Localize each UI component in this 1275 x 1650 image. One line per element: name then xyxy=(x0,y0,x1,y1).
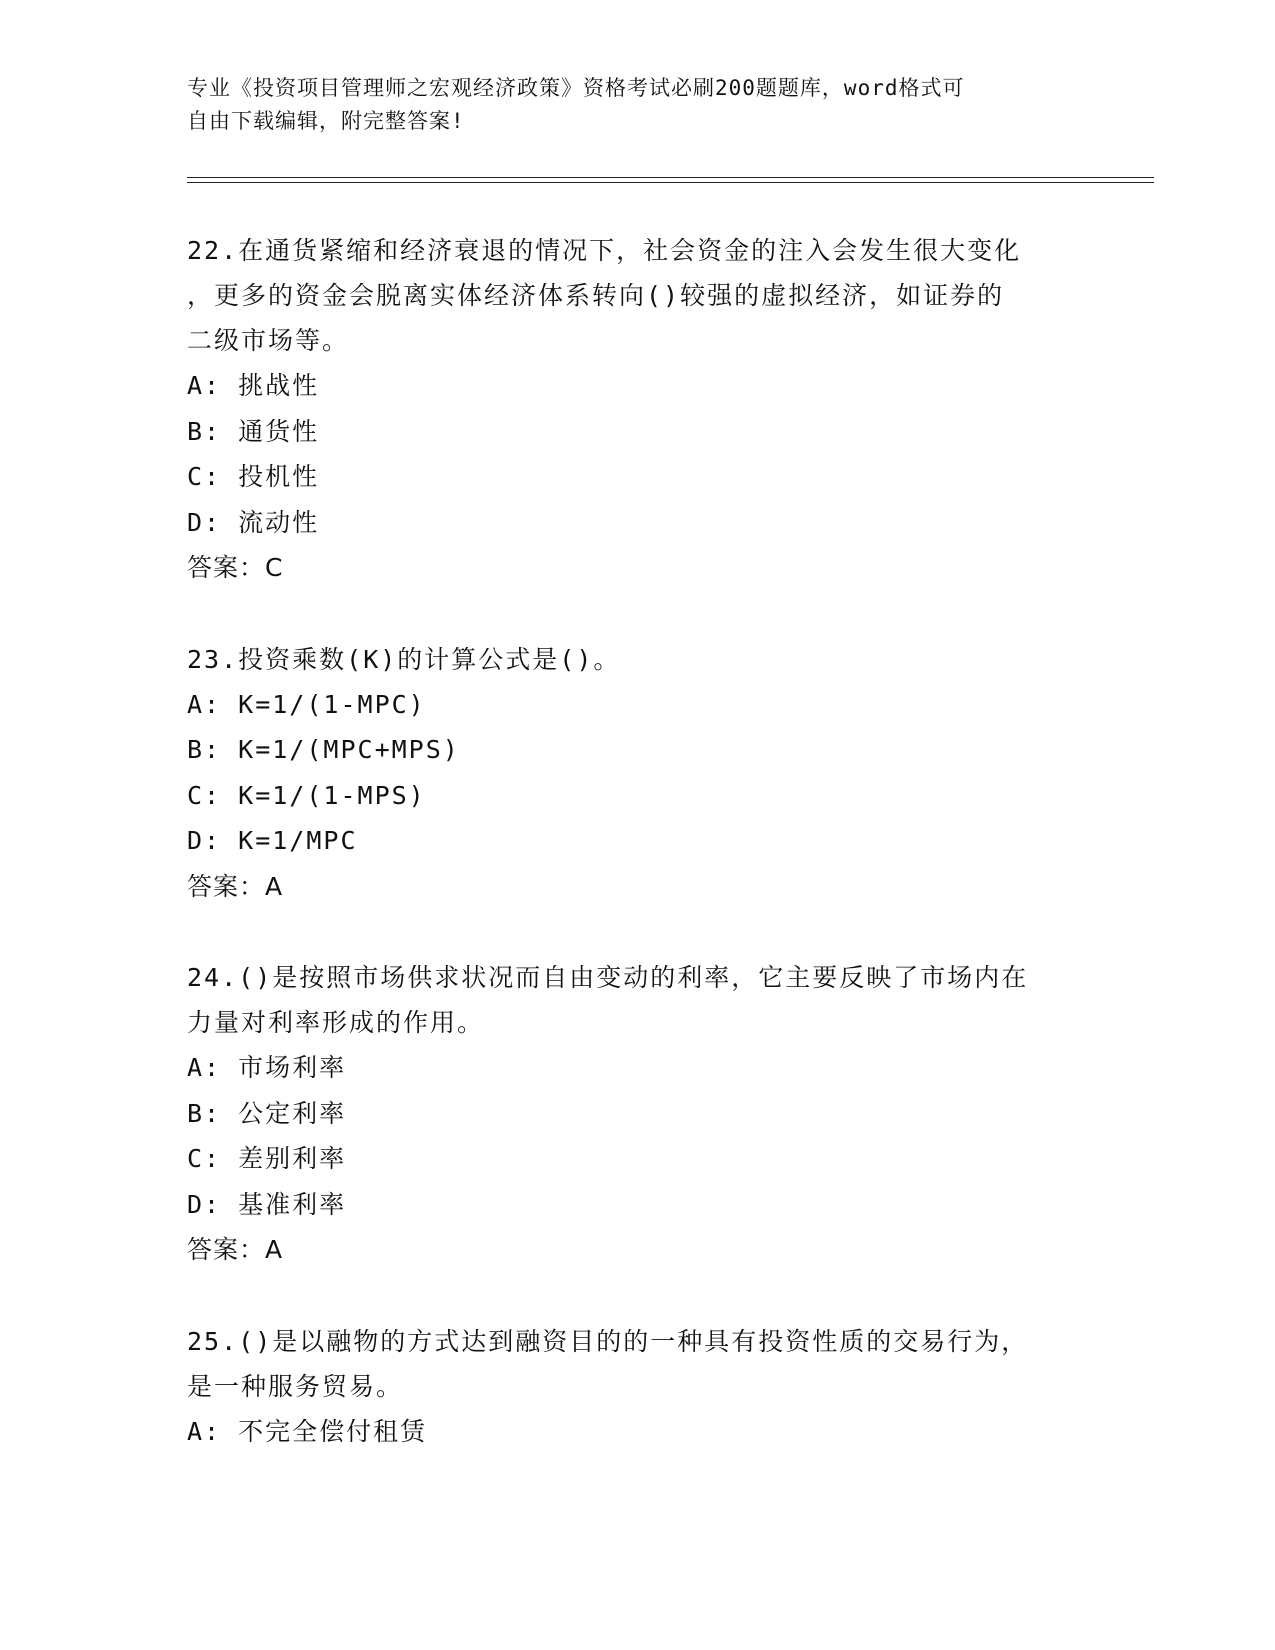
question-25 xyxy=(187,1319,1087,1455)
stem-line: 力量对利率形成的作用。 xyxy=(187,1008,485,1037)
stem-line: 25.()是以融物的方式达到融资目的的一种具有投资性质的交易行为， xyxy=(187,1326,1029,1356)
stem-line: 22.在通货紧缩和经济衰退的情况下，社会资金的注入会发生很大变化 xyxy=(187,236,1022,265)
question-stem xyxy=(187,955,1087,1045)
stem-line: 24.()是按照市场供求状况而自由变动的利率，它主要反映了市场内在 xyxy=(187,963,1029,992)
question-stem xyxy=(187,1319,1087,1409)
stem-line: ，更多的资金会脱离实体经济体系转向()较强的虚拟经济，如证券的 xyxy=(187,281,1005,310)
option-d: D: K=1/MPC xyxy=(187,826,358,855)
option-b: B: 公定利率 xyxy=(187,1098,347,1128)
option-a: A: 不完全偿付租赁 xyxy=(187,1416,428,1446)
option-a: A: K=1/(1-MPC) xyxy=(187,689,426,719)
answer-line: 答案：A xyxy=(187,871,284,901)
question-stem xyxy=(187,637,1087,682)
option-c: C: 差别利率 xyxy=(187,1144,347,1173)
question-24 xyxy=(187,955,1087,1273)
answer-line: 答案：C xyxy=(187,553,284,582)
header-divider-top xyxy=(187,177,1154,178)
stem-line: 23.投资乘数(K)的计算公式是()。 xyxy=(187,644,621,674)
stem-line: 二级市场等。 xyxy=(187,326,350,355)
question-22 xyxy=(187,228,1087,591)
answer-line: 答案：A xyxy=(187,1235,284,1264)
option-d: D: 基准利率 xyxy=(187,1189,347,1219)
option-a: A: 挑战性 xyxy=(187,371,320,400)
option-c: C: K=1/(1-MPS) xyxy=(187,780,426,810)
question-23 xyxy=(187,637,1087,910)
option-c: C: 投机性 xyxy=(187,462,320,491)
header-line-2: 自由下载编辑，附完整答案! xyxy=(187,109,465,133)
header-line-1: 专业《投资项目管理师之宏观经济政策》资格考试必刷200题题库，word格式可 xyxy=(187,76,965,100)
stem-line: 是一种服务贸易。 xyxy=(187,1371,404,1401)
question-stem xyxy=(187,228,1087,363)
header-divider-bottom xyxy=(187,182,1154,183)
question-list xyxy=(187,228,1087,1500)
option-a: A: 市场利率 xyxy=(187,1053,347,1082)
option-b: B: K=1/(MPC+MPS) xyxy=(187,735,460,764)
document-header xyxy=(187,72,1087,138)
option-d: D: 流动性 xyxy=(187,507,320,537)
option-b: B: 通货性 xyxy=(187,416,320,446)
